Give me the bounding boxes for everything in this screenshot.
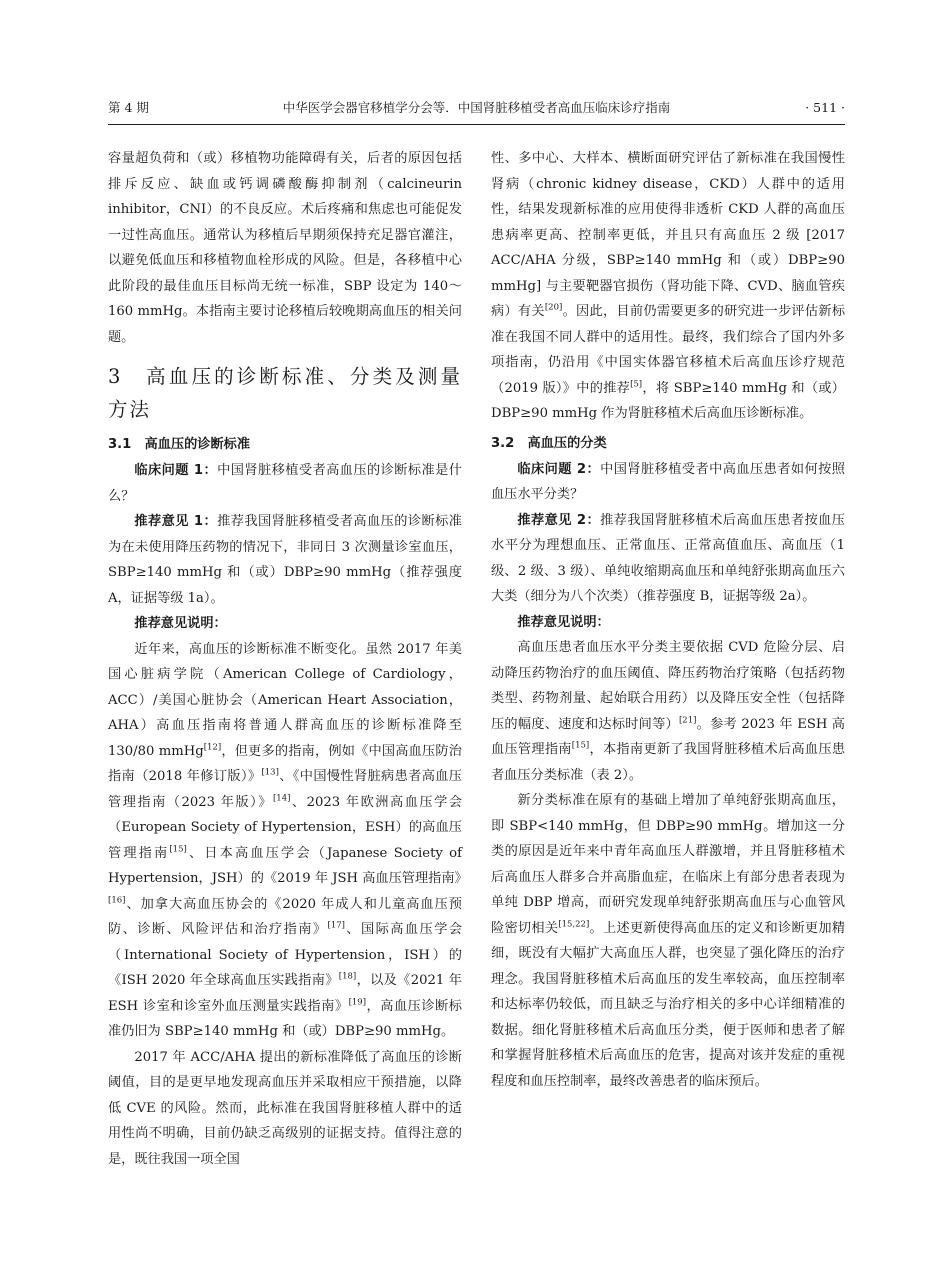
citation: [12] xyxy=(203,742,222,753)
citation: [16] xyxy=(108,895,126,906)
left-column xyxy=(108,146,468,1172)
text-run: 高血压患者血压水平分类主要依据 CVD 危险分层、启动降压药物治疗的血压阈值、降压药物治疗策略（包括药物类型、药物剂量、起始联合用药）以及降压安全性（包括降压的幅度、速度和达标时间等） xyxy=(491,640,845,732)
text-run: 、加拿大高血压协会的《2020 年成人和儿童高血压预防、诊断、风险评估和治疗指南》 xyxy=(108,896,462,937)
citation: [18] xyxy=(338,971,357,982)
citation: [5] xyxy=(630,379,643,390)
question-label: 临床问题 1： xyxy=(134,463,218,478)
body-paragraph xyxy=(491,788,845,1094)
explanation-label: 推荐意见说明： xyxy=(517,614,610,630)
recommendation-1-explanation-heading xyxy=(108,611,462,637)
text-run: ，高血压诊断标准仍旧为 SBP≥140 mmHg 和（或）DBP≥90 mmHg。 xyxy=(108,998,462,1039)
text-run: 新分类标准在原有的基础上增加了单纯舒张期高血压，即 SBP<140 mmHg，但 DBP≥90 mmHg。增加这一分类的原因是近年来中青年高血压人群激增，并且肾脏移植术后高血压人群多合并高脂血症，在临床上有部分患者表现为单纯 DBP 增高，而研究发现单纯舒张期高血压与心血管风险密切相关 xyxy=(491,793,845,936)
text-run: 。参考 2023 年 ESH 高血压管理指南 xyxy=(491,716,845,757)
text-run: 、日本高血压学会（Japanese Society of Hypertension，JSH）的《2019 年 JSH 高血压管理指南》 xyxy=(108,845,468,886)
citation: [14] xyxy=(272,793,291,804)
recommendation-label: 推荐意见 2： xyxy=(517,512,601,528)
text-run: ，以及《2021 年 ESH 诊室和诊室外血压测量实践指南》 xyxy=(108,973,462,1014)
citation: [13] xyxy=(261,767,279,778)
recommendation-2-explanation-heading xyxy=(491,610,845,636)
clinical-question-1 xyxy=(108,458,462,509)
running-header xyxy=(108,98,845,118)
right-column xyxy=(491,146,845,1094)
recommendation-2 xyxy=(491,508,845,610)
citation: [15] xyxy=(169,844,187,855)
text-run: 近年来，高血压的诊断标准不断变化。虽然 2017 年美国心脏病学院（American College of Cardiology，ACC）/美国心脏协会（American Heart Association，AHA）高血压指南将普通人群高血压的诊断标准降至 130/80 mmHg xyxy=(108,641,462,759)
clinical-question-2 xyxy=(491,457,845,508)
body-paragraph xyxy=(491,635,845,788)
text-run: 、《中国慢性肾脏病患者高血压管理指南（2023 年版）》 xyxy=(108,769,462,810)
citation: [19] xyxy=(348,997,367,1008)
explanation-label: 推荐意见说明： xyxy=(134,616,227,631)
question-text: 中国肾脏移植受者中高血压患者如何按照血压水平分类？ xyxy=(491,461,845,502)
text-run: ，将 SBP≥140 mmHg 和（或）DBP≥90 mmHg 作为肾脏移植术后高血压诊断标准。 xyxy=(491,380,845,421)
question-text: 中国肾脏移植受者高血压的诊断标准是什么？ xyxy=(108,463,462,504)
text-run: ，本指南更新了我国肾脏移植术后高血压患者血压分类标准（表 2）。 xyxy=(491,742,846,783)
subsection-3-1-title: 3.1 高血压的诊断标准 xyxy=(108,437,251,452)
text-run: 。因此，目前仍需要更多的研究进一步评估新标准在我国不同人群中的适用性。最终，我们综合了国内外多项指南，仍沿用《中国实体器官移植术后高血压诊疗规范（2019 版）》中的推荐 xyxy=(491,304,846,396)
citation: [21] xyxy=(678,715,697,726)
text-run: 。上述更新使得高血压的定义和诊断更加精细，既没有大幅扩大高血压人群，也突显了强化降压的治疗理念。我国肾脏移植术后高血压的发生率较高，血压控制率和达标率仍较低，而且缺乏与治疗相关的多中心详细精准的数据。细化肾脏移植术后高血压分类，便于医师和患者了解和掌握肾脏移植术后高血压的危害，提高对该并发症的重视程度和血压控制率，最终改善患者的临床预后。 xyxy=(491,920,846,1089)
running-title: 中华医学会器官移植学分会等．中国肾脏移植受者高血压临床诊疗指南 xyxy=(282,100,671,115)
question-label: 临床问题 2： xyxy=(517,461,601,477)
citation: [20] xyxy=(544,302,563,313)
subsection-3-2-title: 3.2 高血压的分类 xyxy=(491,435,607,451)
text-run: 、国际高血压学会（International Society of Hypertension，ISH）的《ISH 2020 年全球高血压实践指南》 xyxy=(108,922,463,988)
page-number: · 511 · xyxy=(805,100,845,115)
recommendation-text: 推荐我国肾脏移植术后高血压患者按血压水平分为理想血压、正常血压、正常高值血压、高血压（1 级、2 级、3 级）、单纯收缩期高血压和单纯舒张期高血压六大类（细分为八个次类）（推荐强度 B，证据等级 2a）。 xyxy=(491,512,845,604)
citation: [15] xyxy=(571,740,590,751)
citation: [15,22] xyxy=(558,919,590,930)
section-3-title: 3 高血压的诊断标准、分类及测量方法 xyxy=(108,365,462,421)
text-run: ，但更多的指南，例如《中国高血压防治指南（2018 年修订版）》 xyxy=(108,743,462,784)
text-run: 、2023 年欧洲高血压学会（European Society of Hypertension，ESH）的高血压管理指南 xyxy=(108,794,462,861)
continued-paragraph: 容量超负荷和（或）移植物功能障碍有关，后者的原因包括排斥反应、缺血或钙调磷酸酶抑制剂（calcineurin inhibitor，CNI）的不良反应。术后疼痛和焦虑也可能促发一过性高血压。通常认为移植后早期须保持充足器官灌注，以避免低血压和移植物血栓形成的风险。但是，各移植中心此阶段的最佳血压目标尚无统一标准，SBP 设定为 140～160 mmHg。本指南主要讨论移植后较晚期高血压的相关问题。 xyxy=(108,151,462,345)
recommendation-label: 推荐意见 1： xyxy=(134,514,218,529)
citation: [17] xyxy=(327,920,345,931)
header-rule xyxy=(108,124,845,125)
body-paragraph xyxy=(108,637,468,1045)
recommendation-text: 推荐我国肾脏移植受者高血压的诊断标准为在未使用降压药物的情况下，非同日 3 次测量诊室血压，SBP≥140 mmHg 和（或）DBP≥90 mmHg（推荐强度 A，证据等级 1a）。 xyxy=(108,514,462,606)
continued-paragraph xyxy=(491,146,845,427)
body-paragraph: 2017 年 ACC/AHA 提出的新标准降低了高血压的诊断阈值，目的是更早地发现高血压并采取相应干预措施，以降低 CVE 的风险。然而，此标准在我国肾脏移植人群中的适用性尚不明确，目前仍缺乏高级别的证据支持。值得注意的是，既往我国一项全国 xyxy=(108,1049,462,1167)
issue-number: 第 4 期 xyxy=(108,100,149,115)
recommendation-1 xyxy=(108,509,462,611)
text-run: 性、多中心、大样本、横断面研究评估了新标准在我国慢性肾病（chronic kidney disease，CKD）人群中的适用性，结果发现新标准的应用使得非透析 CKD 人群的高血压患病率更高、控制率更低，并且只有高血压 2 级 [2017 ACC/AHA 分级，SBP≥140 mmHg 和（或）DBP≥90 mmHg] 与主要靶器官损伤（肾功能下降、CVD、脑血管疾病）有关 xyxy=(491,151,845,319)
